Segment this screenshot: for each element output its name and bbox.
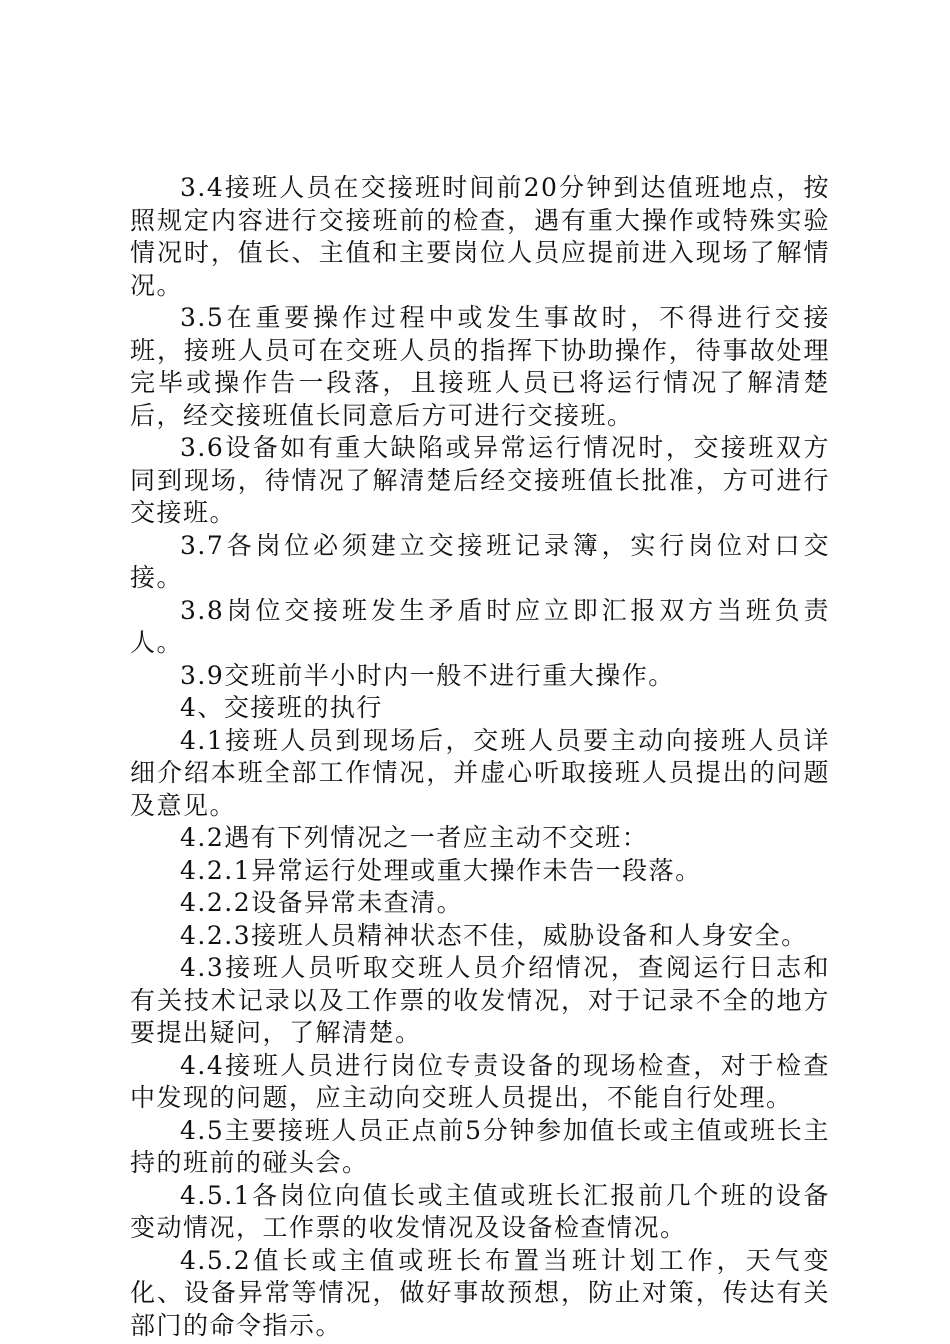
paragraph-4-3: 4.3接班人员听取交班人员介绍情况，查阅运行日志和有关技术记录以及工作票的收发情况，对于记录不全的地方要提出疑问，了解清楚。 [130,953,830,1047]
document-body [130,172,830,1342]
paragraph-4-2-2: 4.2.2设备异常未查清。 [180,888,464,917]
paragraph-4-5-2: 4.5.2值长或主值或班长布置当班计划工作，天气变化、设备异常等情况，做好事故预想，防止对策，传达有关部门的命令指示。 [130,1245,830,1340]
paragraph-3-9: 3.9交班前半小时内一般不进行重大操作。 [180,660,675,690]
paragraph-4-4: 4.4接班人员进行岗位专责设备的现场检查，对于检查中发现的问题，应主动向交班人员提出，不能自行处理。 [130,1050,830,1112]
paragraph-3-7: 3.7各岗位必须建立交接班记录簿，实行岗位对口交接。 [130,530,830,592]
paragraph-4-5-1: 4.5.1各岗位向值长或主值或班长汇报前几个班的设备变动情况，工作票的收发情况及设备检查情况。 [130,1180,830,1242]
paragraph-4-2-1: 4.2.1异常运行处理或重大操作未告一段落。 [180,855,702,885]
paragraph-4-2-3: 4.2.3接班人员精神状态不佳，威胁设备和人身安全。 [180,920,808,950]
paragraph-4-1: 4.1接班人员到现场后，交班人员要主动向接班人员详细介绍本班全部工作情况，并虚心听取接班人员提出的问题及意见。 [130,725,830,820]
paragraph-4-5: 4.5主要接班人员正点前5分钟参加值长或主值或班长主持的班前的碰头会。 [130,1115,830,1177]
paragraph-3-4: 3.4接班人员在交接班时间前20分钟到达值班地点，按照规定内容进行交接班前的检查，遇有重大操作或特殊实验情况时，值长、主值和主要岗位人员应提前进入现场了解情况。 [130,173,830,300]
paragraph-3-8: 3.8岗位交接班发生矛盾时应立即汇报双方当班负责人。 [130,595,830,657]
paragraph-3-5: 3.5在重要操作过程中或发生事故时，不得进行交接班，接班人员可在交班人员的指挥下协助操作，待事故处理完毕或操作告一段落，且接班人员已将运行情况了解清楚后，经交接班值长同意后方可进行交接班。 [130,303,830,430]
paragraph-3-6: 3.6设备如有重大缺陷或异常运行情况时，交接班双方同到现场，待情况了解清楚后经交接班值长批准，方可进行交接班。 [130,433,830,527]
paragraph-4-2: 4.2遇有下列情况之一者应主动不交班： [180,823,649,852]
section-heading-4: 4、交接班的执行 [180,693,383,722]
